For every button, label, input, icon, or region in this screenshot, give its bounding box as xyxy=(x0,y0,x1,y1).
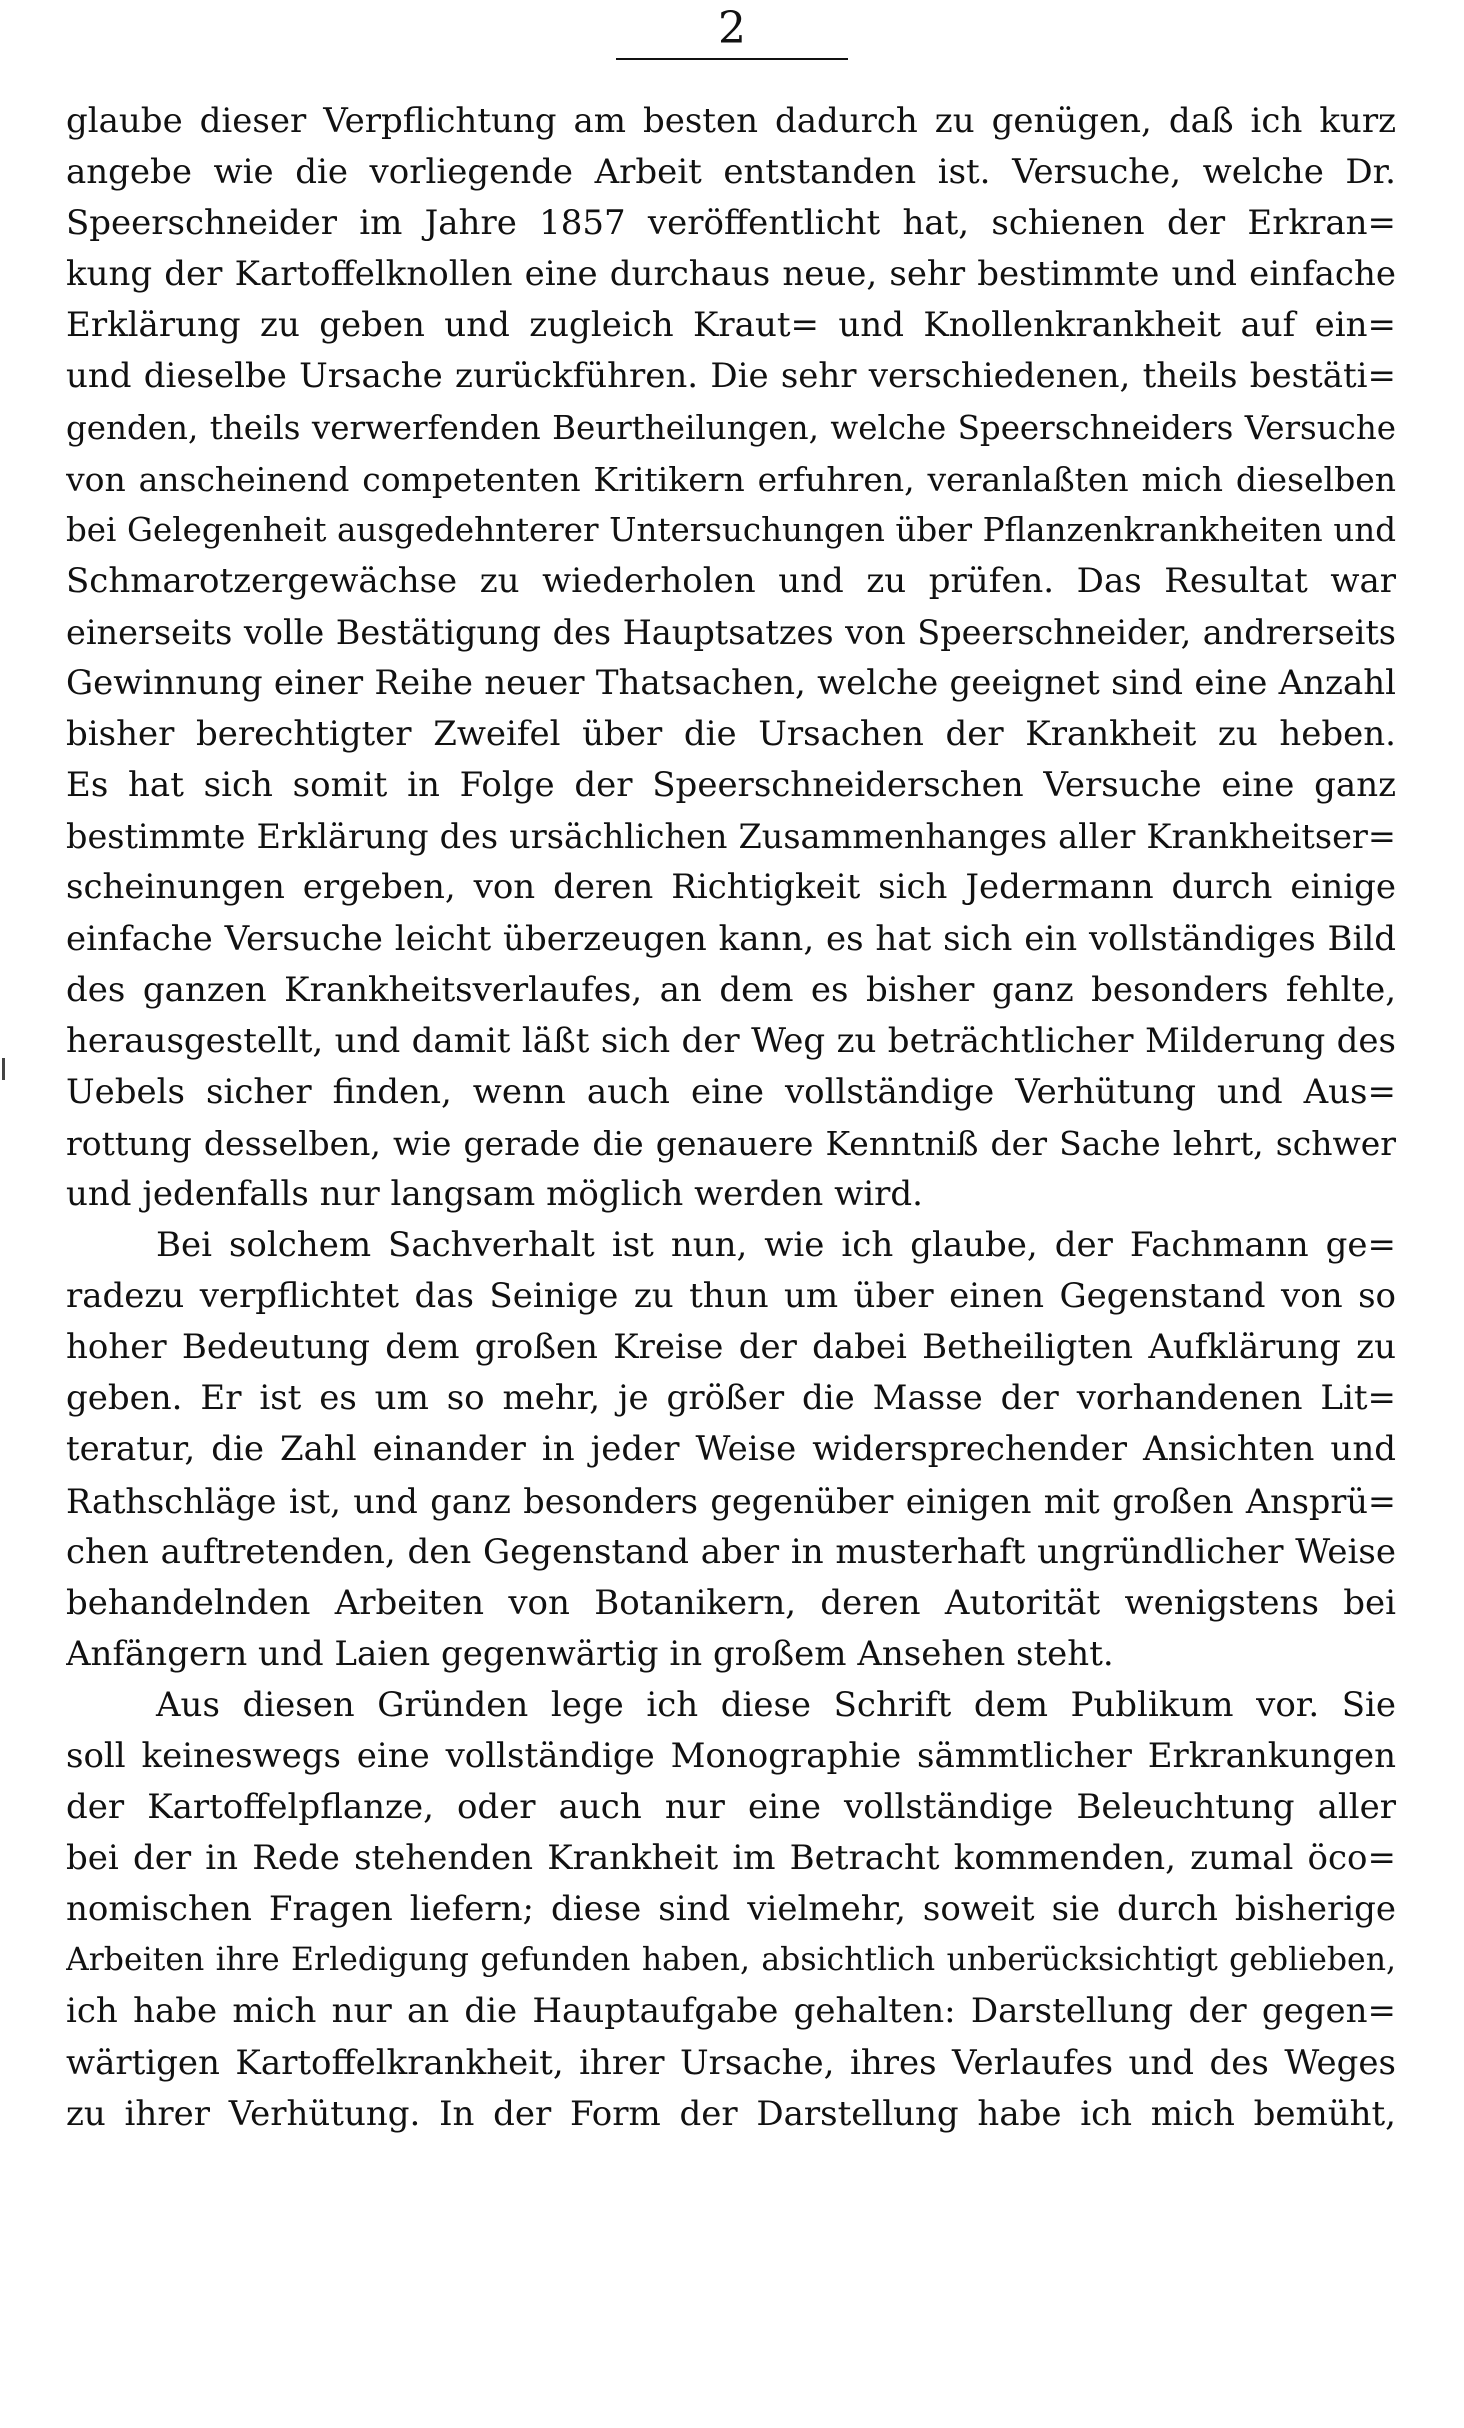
body-text xyxy=(66,96,1396,2140)
header-rule xyxy=(616,58,848,60)
text-line: teratur, die Zahl einander in jeder Weise widersprechender Ansichten und xyxy=(66,1429,1396,1470)
text-line: zu ihrer Verhütung. In der Form der Darstellung habe ich mich bemüht, xyxy=(66,2093,1396,2134)
text-line: glaube dieser Verpflichtung am besten dadurch zu genügen, daß ich kurz xyxy=(66,101,1396,141)
text-line: des ganzen Krankheitsverlaufes, an dem es bisher ganz besonders fehlte, xyxy=(66,969,1396,1010)
text-line: Es hat sich somit in Folge der Speerschneiderschen Versuche eine ganz xyxy=(66,765,1396,806)
text-line: Arbeiten ihre Erledigung gefunden haben, absichtlich unberücksichtigt geblieben, xyxy=(66,1942,1396,1979)
text-line: Aus diesen Gründen lege ich diese Schrift dem Publikum vor. Sie xyxy=(156,1684,1396,1725)
text-line: radezu verpflichtet das Seinige zu thun um über einen Gegenstand von so xyxy=(66,1276,1396,1317)
text-line: und dieselbe Ursache zurückführen. Die sehr verschiedenen, theils bestäti= xyxy=(66,356,1396,397)
text-line: kung der Kartoffelknollen eine durchaus neue, sehr bestimmte und einfache xyxy=(66,254,1396,295)
text-line: Uebels sicher finden, wenn auch eine vollständige Verhütung und Aus= xyxy=(66,1071,1396,1112)
text-line: genden, theils verwerfenden Beurtheilungen, welche Speerschneiders Versuche xyxy=(66,408,1396,447)
text-line: Erklärung zu geben und zugleich Kraut= und Knollenkrankheit auf ein= xyxy=(66,305,1396,346)
text-line: Rathschläge ist, und ganz besonders gegenüber einigen mit großen Ansprü= xyxy=(66,1481,1396,1521)
text-line: nomischen Fragen liefern; diese sind vielmehr, soweit sie durch bisherige xyxy=(66,1889,1396,1930)
text-line: hoher Bedeutung dem großen Kreise der dabei Betheiligten Aufklärung zu xyxy=(66,1327,1396,1368)
text-line: angebe wie die vorliegende Arbeit entstanden ist. Versuche, welche Dr. xyxy=(66,152,1396,193)
text-line: Schmarotzergewächse zu wiederholen und zu prüfen. Das Resultat war xyxy=(66,560,1396,601)
text-line: Speerschneider im Jahre 1857 veröffentlicht hat, schienen der Erkran= xyxy=(66,203,1396,244)
text-line: einerseits volle Bestätigung des Hauptsatzes von Speerschneider, andrerseits xyxy=(66,612,1396,652)
text-line: der Kartoffelpflanze, oder auch nur eine vollständige Beleuchtung aller xyxy=(66,1787,1396,1828)
text-line: scheinungen ergeben, von deren Richtigkeit sich Jedermann durch einige xyxy=(66,867,1396,908)
text-line: bisher berechtigter Zweifel über die Ursachen der Krankheit zu heben. xyxy=(66,714,1396,755)
text-line: herausgestellt, und damit läßt sich der Weg zu beträchtlicher Milderung des xyxy=(66,1020,1396,1061)
page-number: 2 xyxy=(718,3,746,54)
text-line: bei Gelegenheit ausgedehnterer Untersuchungen über Pflanzenkrankheiten und xyxy=(66,510,1396,549)
text-line: geben. Er ist es um so mehr, je größer die Masse der vorhandenen Lit= xyxy=(66,1378,1396,1419)
text-line: wärtigen Kartoffelkrankheit, ihrer Ursache, ihres Verlaufes und des Weges xyxy=(66,2042,1396,2083)
text-line: und jedenfalls nur langsam möglich werden wird. xyxy=(66,1173,923,1214)
text-line: Anfängern und Laien gegenwärtig in großem Ansehen steht. xyxy=(66,1633,1114,1674)
text-line: chen auftretenden, den Gegenstand aber in musterhaft ungründlicher Weise xyxy=(66,1531,1396,1572)
text-line: rottung desselben, wie gerade die genauere Kenntniß der Sache lehrt, schwer xyxy=(66,1123,1396,1163)
text-line: soll keineswegs eine vollständige Monographie sämmtlicher Erkrankungen xyxy=(66,1736,1396,1776)
text-line: von anscheinend competenten Kritikern erfuhren, veranlaßten mich dieselben xyxy=(66,459,1396,499)
text-line: bei der in Rede stehenden Krankheit im Betracht kommenden, zumal öco= xyxy=(66,1838,1396,1879)
text-line: bestimmte Erklärung des ursächlichen Zusammenhanges aller Krankheitser= xyxy=(66,817,1396,857)
margin-mark xyxy=(2,1058,5,1080)
text-line: behandelnden Arbeiten von Botanikern, deren Autorität wenigstens bei xyxy=(66,1582,1396,1623)
text-line: ich habe mich nur an die Hauptaufgabe gehalten: Darstellung der gegen= xyxy=(66,1991,1396,2032)
text-line: Bei solchem Sachverhalt ist nun, wie ich glaube, der Fachmann ge= xyxy=(156,1225,1396,1266)
text-line: einfache Versuche leicht überzeugen kann, es hat sich ein vollständiges Bild xyxy=(66,918,1396,959)
text-line: Gewinnung einer Reihe neuer Thatsachen, welche geeignet sind eine Anzahl xyxy=(66,663,1396,704)
